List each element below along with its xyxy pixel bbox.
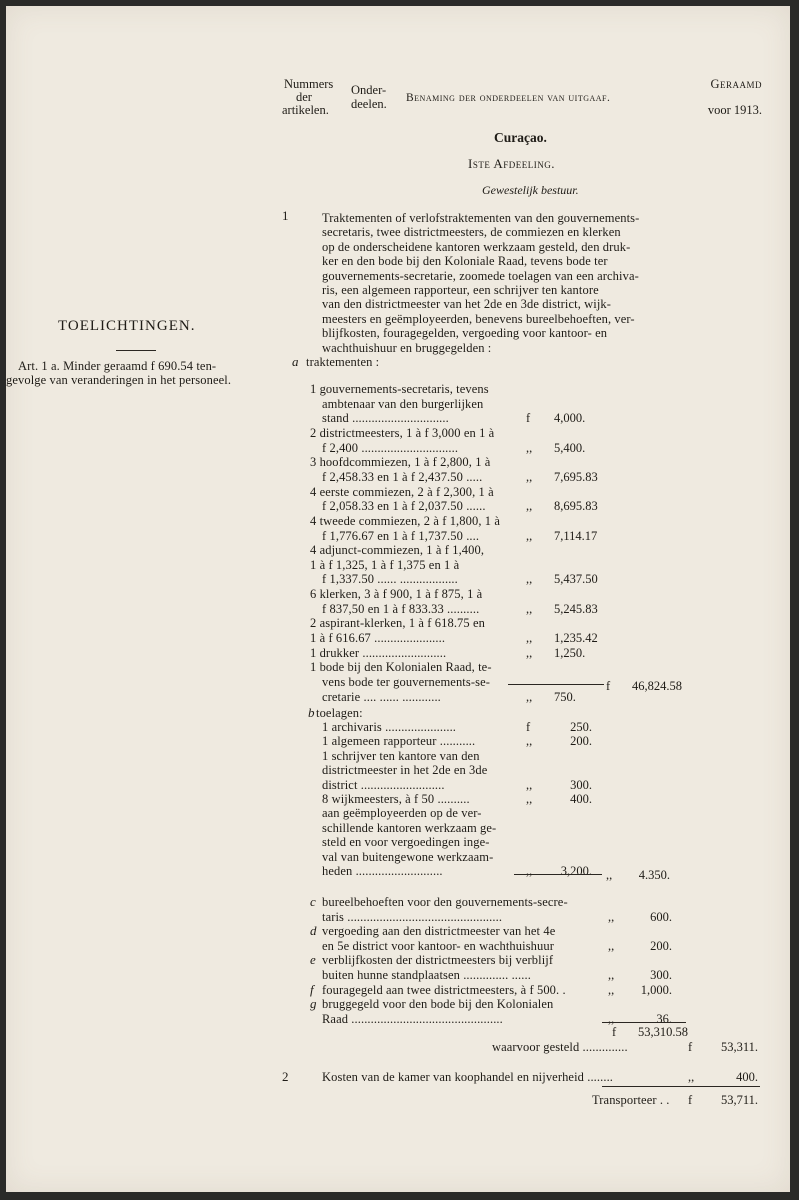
- allowance-line: aan geëmployeerden op de ver-: [322, 806, 482, 821]
- allowance-currency: f: [526, 720, 531, 734]
- sum-rule: [602, 1022, 686, 1023]
- notes-line: Art. 1 a. Minder geraamd f 690.54 ten-: [18, 359, 217, 373]
- salary-currency: f: [526, 411, 531, 426]
- sum-currency: f: [612, 1025, 617, 1039]
- article-number: 1: [282, 208, 289, 223]
- item-amount: 1,000.: [640, 982, 672, 997]
- allowance-line: val van buitengewone werkzaam-: [322, 849, 494, 864]
- allowance-line: steld en voor vergoedingen inge-: [322, 835, 490, 850]
- set-amount: 53,311.: [720, 1040, 758, 1054]
- salary-line: 1 bode bij den Kolonialen Raad, te-: [310, 660, 492, 675]
- header-articles-line: artikelen.: [282, 103, 329, 117]
- transport-rule: [602, 1086, 760, 1087]
- allowance-line: heden ...........................: [322, 864, 443, 878]
- allowance-line: 1 algemeen rapporteur ...........: [322, 734, 476, 749]
- item-line: vergoeding aan den districtmeester van het 4e: [322, 924, 556, 939]
- salary-line: 2 aspirant-klerken, 1 à f 618.75 en: [310, 616, 485, 631]
- section-title: Curaçao.: [494, 130, 547, 145]
- header-subdivisions-line: Onder-: [351, 83, 387, 97]
- allowance-line: district ..........................: [322, 777, 445, 792]
- subdivision-title: Gewestelijk bestuur.: [482, 183, 579, 197]
- subtotal-rule: [508, 684, 604, 685]
- item-letter: b: [308, 705, 315, 720]
- allowance-currency: ,,: [526, 864, 533, 878]
- allowance-amount: 3,200.: [560, 864, 592, 878]
- allowance-line: 1 archivaris ......................: [322, 720, 457, 734]
- salary-line: f 837,50 en 1 à f 833.33 ..........: [322, 601, 480, 616]
- description-line: van den districtmeester van het 2de en 3de district, wijk-: [322, 297, 612, 312]
- allowance-currency: ,,: [526, 734, 533, 749]
- item-line: buiten hunne standplaatsen .............. ......: [322, 968, 531, 982]
- item-amount: 36.: [656, 1011, 672, 1026]
- salary-amount: 7,695.83: [554, 469, 598, 484]
- document-page: [6, 6, 790, 1192]
- description-line: wachthuishuur en bruggegelden :: [322, 340, 492, 355]
- notes-line: gevolge van veranderingen in het personeel.: [6, 373, 232, 387]
- salary-amount: 5,437.50: [554, 572, 598, 587]
- salary-currency: ,,: [526, 528, 533, 543]
- article-currency: ,,: [688, 1070, 695, 1084]
- article-number: 2: [282, 1069, 289, 1084]
- item-line: verblijfkosten der districtmeesters bij verblijf: [322, 953, 554, 968]
- allowance-line: 1 schrijver ten kantore van den: [322, 748, 480, 763]
- item-line: bruggegeld voor den bode bij den Kolonialen: [322, 997, 554, 1012]
- allowance-amount: 250.: [570, 720, 592, 734]
- item-letter: g: [310, 996, 317, 1012]
- description-line: meesters en geëmployeerden, benevens bureelbehoeften, ver-: [322, 311, 635, 326]
- notes-divider: [116, 350, 156, 351]
- salary-line: 1 à f 616.67 ......................: [310, 631, 446, 646]
- item-currency: ,,: [608, 1011, 615, 1026]
- item-line: Raad ...............................................: [322, 1011, 503, 1026]
- header-estimate-line: Geraamd: [710, 77, 762, 91]
- allowances-total-currency: ,,: [606, 868, 613, 882]
- salary-line: f 2,458.33 en 1 à f 2,437.50 .....: [322, 469, 483, 484]
- description-line: ris, een algemeen rapporteur, een schrijver ten kantore: [322, 283, 599, 297]
- item-letter: f: [310, 981, 314, 997]
- salary-line: f 1,337.50 ...... ..................: [322, 572, 458, 587]
- transport-currency: f: [688, 1093, 693, 1107]
- salary-line: vens bode ter gouvernements-se-: [322, 675, 490, 689]
- item-currency: ,,: [608, 968, 615, 982]
- description-line: secretaris, twee districtmeesters, de commiezen en klerken: [322, 225, 621, 240]
- salary-amount: 5,400.: [554, 440, 586, 455]
- item-letter: d: [310, 923, 317, 939]
- salary-amount: 5,245.83: [554, 601, 598, 616]
- salary-line: cretarie .... ...... ............: [322, 689, 441, 704]
- item-amount: 200.: [650, 938, 672, 953]
- article-description: Kosten van de kamer van koophandel en nijverheid ........: [322, 1070, 614, 1084]
- salary-amount: 8,695.83: [554, 499, 598, 514]
- salary-currency: ,,: [526, 689, 533, 704]
- division-title: Iste Afdeeling.: [468, 156, 555, 171]
- salary-currency: ,,: [526, 469, 533, 484]
- salary-amount: 1,250.: [554, 645, 586, 660]
- item-letter: e: [310, 952, 316, 968]
- salary-amount: 7,114.17: [554, 528, 598, 543]
- article-amount: 400.: [736, 1070, 758, 1084]
- allowance-currency: ,,: [526, 792, 533, 806]
- set-label: waarvoor gesteld ..............: [492, 1040, 628, 1054]
- description-line: Traktementen of verlofstraktementen van den gouvernements-: [322, 211, 640, 225]
- salary-currency: ,,: [526, 572, 533, 587]
- item-currency: ,,: [608, 909, 615, 924]
- salary-amount: 4,000.: [554, 411, 586, 426]
- salary-line: 1 à f 1,325, 1 à f 1,375 en 1 à: [310, 557, 460, 572]
- item-currency: ,,: [608, 982, 615, 997]
- salary-currency: ,,: [526, 631, 533, 646]
- allowance-line: 8 wijkmeesters, à f 50 ..........: [322, 792, 470, 806]
- salary-line: 2 districtmeesters, 1 à f 3,000 en 1 à: [310, 425, 495, 440]
- item-line: en 5e district voor kantoor- en wachthuishuur: [322, 938, 554, 953]
- item-letter: a: [292, 354, 299, 369]
- item-currency: ,,: [608, 938, 615, 953]
- item-amount: 600.: [650, 909, 672, 924]
- item-line: bureelbehoeften voor den gouvernements-secre-: [322, 895, 568, 909]
- salary-line: 1 drukker ..........................: [310, 645, 447, 660]
- allowance-line: schillende kantoren werkzaam ge-: [322, 820, 497, 835]
- notes-title: TOELICHTINGEN.: [58, 318, 196, 334]
- set-currency: f: [688, 1040, 693, 1054]
- salaries-total-currency: f: [606, 679, 611, 693]
- salary-line: stand ..............................: [322, 411, 449, 426]
- header-estimate-line: voor 1913.: [707, 103, 762, 117]
- salary-currency: ,,: [526, 645, 533, 660]
- salary-line: 4 eerste commiezen, 2 à f 2,300, 1 à: [310, 484, 494, 499]
- salary-line: f 2,058.33 en 1 à f 2,037.50 ......: [322, 499, 486, 514]
- description-line: gouvernements-secretarie, zoomede toelagen van een archiva-: [322, 268, 639, 283]
- salary-line: ambtenaar van den burgerlijken: [322, 396, 484, 411]
- salaries-total: 46,824.58: [632, 679, 682, 693]
- subtotal-rule: [514, 874, 602, 875]
- salary-line: 3 hoofdcommiezen, 1 à f 2,800, 1 à: [310, 455, 491, 470]
- header-subdivisions-line: deelen.: [351, 97, 387, 111]
- item-title: toelagen:: [316, 706, 363, 720]
- description-line: ker en den bode bij den Koloniale Raad, tevens bode ter: [322, 254, 608, 269]
- salary-line: 4 tweede commiezen, 2 à f 1,800, 1 à: [310, 513, 500, 528]
- salary-line: 1 gouvernements-secretaris, tevens: [310, 382, 489, 396]
- allowance-currency: ,,: [526, 777, 533, 792]
- description-line: blijfkosten, fouragegelden, vergoeding voor kantoor- en: [322, 326, 608, 341]
- header-articles-line: der: [296, 90, 312, 104]
- allowance-amount: 200.: [570, 734, 592, 749]
- header-description: Benaming der onderdeelen van uitgaaf.: [406, 92, 611, 104]
- item-line: taris ................................................: [322, 909, 503, 924]
- item-letter: c: [310, 894, 316, 909]
- salary-amount: 750.: [554, 689, 576, 704]
- transport-label: Transporteer . .: [592, 1093, 670, 1107]
- allowance-amount: 300.: [570, 777, 592, 792]
- item-title: traktementen :: [306, 355, 380, 369]
- item-amount: 300.: [650, 968, 672, 982]
- salary-line: 4 adjunct-commiezen, 1 à f 1,400,: [310, 543, 485, 558]
- transport-amount: 53,711.: [720, 1093, 758, 1107]
- salary-line: 6 klerken, 3 à f 900, 1 à f 875, 1 à: [310, 587, 483, 602]
- salary-currency: ,,: [526, 499, 533, 514]
- description-line: op de onderscheidene kantoren werkzaam gesteld, den druk-: [322, 239, 631, 254]
- allowances-total: 4.350.: [638, 868, 670, 882]
- header-articles-line: Nummers: [284, 77, 334, 91]
- allowance-line: districtmeester in het 2de en 3de: [322, 763, 488, 778]
- item-line: fouragegeld aan twee districtmeesters, à f 500. .: [322, 982, 566, 997]
- allowance-amount: 400.: [570, 792, 592, 806]
- salary-amount: 1,235.42: [554, 631, 598, 646]
- salary-line: f 1,776.67 en 1 à f 1,737.50 ....: [322, 528, 480, 543]
- sum-amount: 53,310.58: [638, 1025, 688, 1039]
- salary-line: f 2,400 ..............................: [322, 440, 459, 455]
- salary-currency: ,,: [526, 440, 533, 455]
- salary-currency: ,,: [526, 601, 533, 616]
